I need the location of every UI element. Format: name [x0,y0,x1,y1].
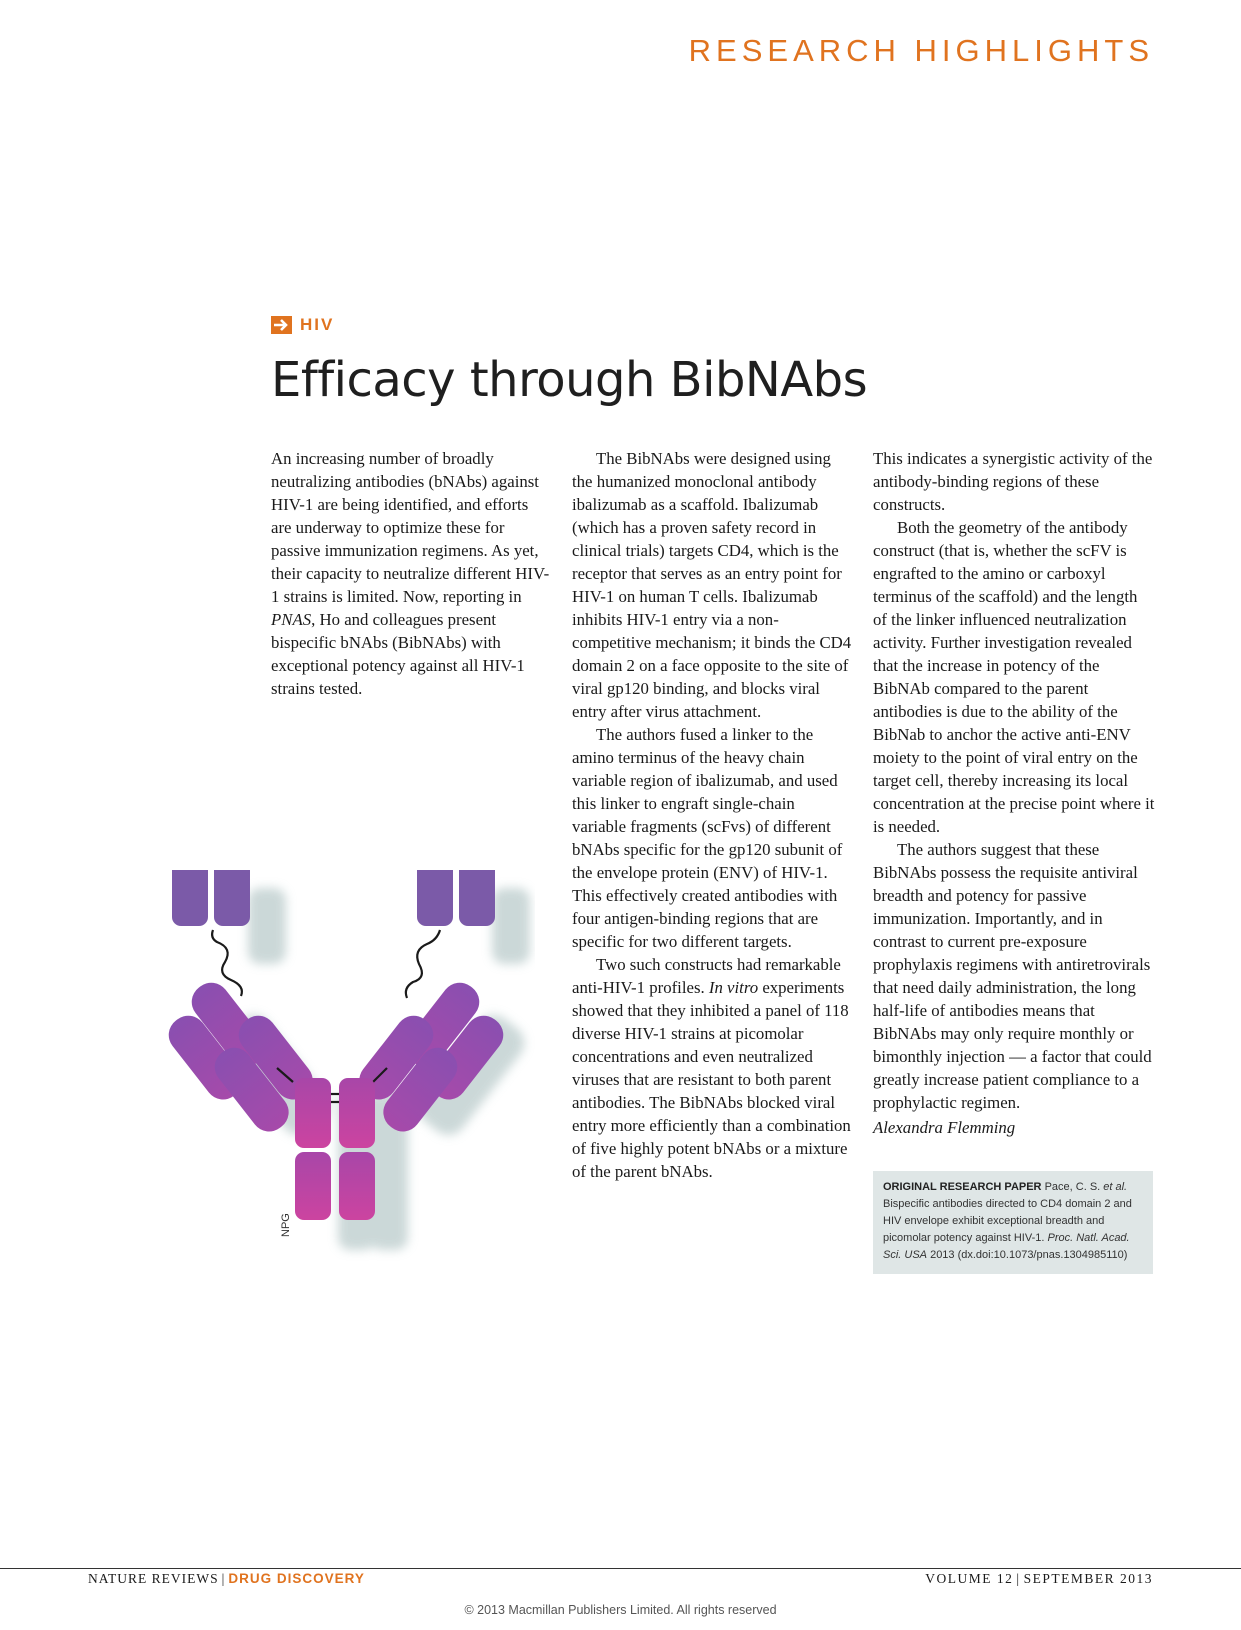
paragraph: The BibNAbs were designed using the humanized monoclonal antibody ibalizumab as a scaffold. Ibalizumab (which has a proven safety record in clinical trials) targets CD4, which is the receptor that serves as an entry point for HIV-1 on human T cells. Ibalizumab inhibits HIV-1 entry via a non-competitive mechanism; it binds the CD4 domain 2 on a face opposite to the site of viral gp120 binding, and blocks viral entry after virus attachment. [572,449,852,721]
footer-publication: NATURE REVIEWS | DRUG DISCOVERY [88,1571,365,1586]
copyright-notice: © 2013 Macmillan Publishers Limited. All rights reserved [464,1603,777,1617]
column-3 [873,447,1155,1139]
footer-issue: VOLUME 12 | SEPTEMBER 2013 [925,1571,1153,1586]
arrow-right-icon [271,316,292,334]
topic-label-row [271,315,334,335]
journal-name: PNAS [271,610,312,629]
topic-label: HIV [300,315,335,334]
footer-rule [0,1568,1241,1569]
figure-credit: NPG [280,1213,292,1237]
footer-journal: DRUG DISCOVERY [228,1571,365,1586]
paragraph: Both the geometry of the antibody construct (that is, whether the scFV is engrafted to the amino or carboxyl terminus of the scaffold) and the length of the linker influenced neutralization activity. Further investigation revealed that the increase in potency of the BibNAb compared to the parent antibodies is due to the ability of the BibNab to anchor the active anti-ENV moiety to the point of viral entry on the target cell, thereby increasing its local concentration at the precise point where it is needed. [873,518,1155,836]
bispecific-antibody-figure [165,870,535,1280]
paragraph: The authors suggest that these BibNAbs possess the requisite antiviral breadth and potency for passive immunization. Importantly, and in contrast to current pre-exposure prophylaxis regimens with antiretrovirals that need daily administration, the long half-life of antibodies means that BibNAbs may only require monthly or bimonthly injection — a factor that could greatly increase patient compliance to a prophylactic regimen. [873,840,1152,1112]
section-title: RESEARCH HIGHLIGHTS [688,33,1154,68]
paragraph: An increasing number of broadly neutralizing antibodies (bNAbs) against HIV-1 are being identified, and efforts are underway to optimize these for passive immunization regimens. As yet, their capacity to neutralize different HIV-1 strains is limited. Now, reporting in PNAS, Ho and colleagues present bispecific bNAbs (BibNAbs) with exceptional potency against all HIV-1 strains tested. [271,449,550,698]
scfv-right [417,870,495,926]
reference-box: ORIGINAL RESEARCH PAPER Pace, C. S. et al. Bispecific antibodies directed to CD4 domain 2 and HIV envelope exhibit exceptional breadth and picomolar potency against HIV-1. Proc. Natl. Acad. Sci. USA 2013 (dx.doi:10.1073/pnas.1304985110) [873,1171,1153,1274]
paragraph: The authors fused a linker to the amino terminus of the heavy chain variable region of ibalizumab, and used this linker to engraft single-chain variable fragments (scFvs) of different bNAbs specific for the gp120 subunit of the envelope protein (ENV) of HIV-1. This effectively created antibodies with four antigen-binding regions that are specific for two different targets. [572,725,843,951]
scfv-left [172,870,250,926]
linker-right [406,930,440,998]
reference-lead: ORIGINAL RESEARCH PAPER [883,1181,1042,1193]
paragraph: Two such constructs had remarkable anti-HIV-1 profiles. In vitro experiments showed that they inhibited a panel of 118 diverse HIV-1 strains at picomolar concentrations and even neutralized viruses that are resistant to both parent antibodies. The BibNAbs blocked viral entry more efficiently than a combination of five highly potent bNAbs or a mixture of the parent bNAbs. [572,955,851,1181]
article-title: Efficacy through BibNAbs [271,352,868,408]
column-2 [572,447,852,1183]
column-1 [271,447,551,700]
paragraph: This indicates a synergistic activity of the antibody-binding regions of these constructs. [873,449,1153,514]
author-name: Alexandra Flemming [873,1118,1016,1137]
